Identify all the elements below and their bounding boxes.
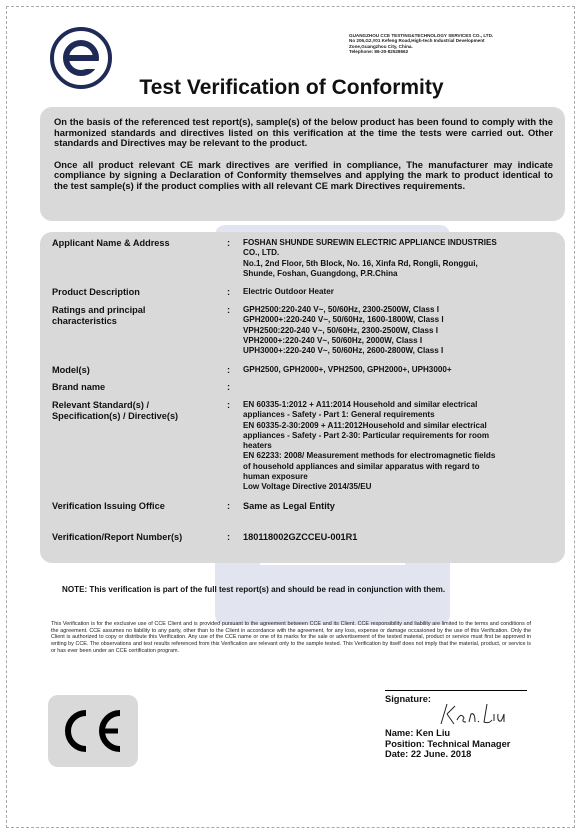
field-label bbox=[52, 400, 212, 422]
label-line: Relevant Standard(s) / bbox=[52, 400, 150, 410]
value-line: EN 62233: 2008/ Measurement methods for electromagnetic fields bbox=[243, 451, 496, 461]
lab-name: GUANGZHOU CCE TESTING&TECHNOLOGY SERVICES CO., LTD. bbox=[349, 33, 494, 38]
value-line: EN 60335-1:2012 + A11:2014 Household and similar electrical bbox=[243, 400, 478, 409]
field-colon: : bbox=[227, 501, 231, 511]
label-line: characteristics bbox=[52, 316, 117, 326]
value-line: VPH2000+:220-240 V~, 50/60Hz, 2000W, Class I bbox=[243, 335, 423, 345]
note-text: NOTE: This verification is part of the full test report(s) and should be read in conjunction with them. bbox=[62, 585, 446, 594]
document-title: Test Verification of Conformity bbox=[139, 76, 444, 99]
label-line: Ratings and principal bbox=[52, 305, 146, 315]
field-label: Verification Issuing Office bbox=[52, 501, 165, 511]
disclaimer-text: This Verification is for the exclusive use of CCE Client and is provided pursuant to the agreement between CCE and its Client. CCE responsibility and liability are limited to the terms and conditions of the agreement. CCE assumes no liability to any party, other than to the Client in accordance with the agreement, for any loss, expense or damage occasioned by the use of this Verification. Only the Client is authorized to copy or distribute this Verification. Any use of the CCE name or one of its marks for the sale or advertisement of the tested material, product or service must first be approved in writing by CCE. The observations and test results referenced from this Verification are relevant only to the sample tested. This Verification by itself does not imply that the material, product, or service is or has ever been under an CCE certification program. bbox=[51, 621, 531, 654]
intro-panel bbox=[40, 107, 565, 221]
field-colon: : bbox=[227, 382, 231, 392]
lab-address-line: Zone,Guangzhou City, China. bbox=[349, 43, 413, 49]
standards-value bbox=[243, 400, 548, 493]
value-line: EN 60335-2-30:2009 + A11:2012Household and similar electrical bbox=[243, 420, 487, 430]
applicant-value bbox=[243, 238, 548, 279]
signer-name: Name: Ken Liu bbox=[385, 728, 451, 738]
model-value: GPH2500, GPH2000+, VPH2500, GPH2000+, UPH3000+ bbox=[243, 365, 452, 374]
report-number-value: 180118002GZCCEU-001R1 bbox=[243, 532, 358, 542]
lab-address-line: No 206,G2,#01 Kefeng Road,High-tech Industrial Development bbox=[349, 38, 485, 44]
value-line: appliances - Safety - Part 1: General requirements bbox=[243, 410, 435, 420]
ratings-value bbox=[243, 305, 548, 356]
field-label: Product Description bbox=[52, 287, 140, 297]
signer-position: Position: Technical Manager bbox=[385, 738, 511, 749]
value-line: heaters bbox=[243, 441, 272, 451]
ce-mark-icon bbox=[48, 695, 138, 767]
signature-date: Date: 22 June. 2018 bbox=[385, 749, 472, 760]
details-panel bbox=[40, 232, 565, 563]
value-line: GPH2000+:220-240 V~, 50/60Hz, 1600-1800W, Class I bbox=[243, 315, 444, 325]
field-colon: : bbox=[227, 238, 231, 248]
field-label: Verification/Report Number(s) bbox=[52, 532, 183, 542]
label-line: Specification(s) / Directive(s) bbox=[52, 411, 179, 421]
field-colon: : bbox=[227, 287, 231, 297]
field-label bbox=[52, 305, 212, 327]
value-line: Low Voltage Directive 2014/35/EU bbox=[243, 482, 372, 492]
value-line: GPH2500:220-240 V~, 50/60Hz, 2300-2500W, Class I bbox=[243, 305, 439, 314]
value-line: of household appliances and similar apparatus with regard to bbox=[243, 461, 480, 471]
value-line: No.1, 2nd Floor, 5th Block, No. 16, Xinfa Rd, Rongli, Ronggui, bbox=[243, 258, 478, 268]
field-colon: : bbox=[227, 400, 231, 410]
field-label: Brand name bbox=[52, 382, 106, 392]
value-line: appliances - Safety - Part 2-30: Particular requirements for room bbox=[243, 430, 490, 440]
value-line: FOSHAN SHUNDE SUREWIN ELECTRIC APPLIANCE INDUSTRIES bbox=[243, 238, 497, 247]
handwritten-signature bbox=[437, 700, 512, 728]
lab-telephone: Telephone: 86-20-82528662 bbox=[349, 49, 409, 55]
field-label: Applicant Name & Address bbox=[52, 238, 170, 248]
value-line: UPH3000+:220-240 V~, 50/60Hz, 2600-2800W, Class I bbox=[243, 346, 444, 356]
product-value: Electric Outdoor Heater bbox=[243, 287, 334, 296]
signature-details bbox=[385, 728, 510, 760]
lab-address bbox=[349, 33, 493, 55]
value-line: VPH2500:220-240 V~, 50/60Hz, 2300-2500W, Class I bbox=[243, 325, 439, 335]
field-label: Model(s) bbox=[52, 365, 90, 375]
ce-mark-panel bbox=[48, 695, 138, 767]
intro-paragraph: Once all product relevant CE mark directives are verified in compliance, The manufacturer may indicate compliance by signing a Declaration of Conformity themselves and applying the mark to product identical to the test sample(s) if the product complies with all relevant CE mark Directives requirements. bbox=[54, 158, 553, 191]
signature-label: Signature: bbox=[385, 694, 431, 704]
intro-paragraph: On the basis of the referenced test report(s), sample(s) of the below product has been found to comply with the harmonized standards and directives listed on this verification at the time the tests were carried out. Other standards and Directives may be relevant to the product. bbox=[54, 116, 553, 149]
field-colon: : bbox=[227, 532, 231, 542]
field-colon: : bbox=[227, 305, 231, 315]
value-line: CO., LTD. bbox=[243, 248, 280, 258]
value-line: Shunde, Foshan, Guangdong, P.R.China bbox=[243, 268, 398, 278]
field-colon: : bbox=[227, 365, 231, 375]
issuing-office-value: Same as Legal Entity bbox=[243, 501, 335, 511]
value-line: human exposure bbox=[243, 472, 308, 482]
signature-line bbox=[385, 690, 527, 691]
